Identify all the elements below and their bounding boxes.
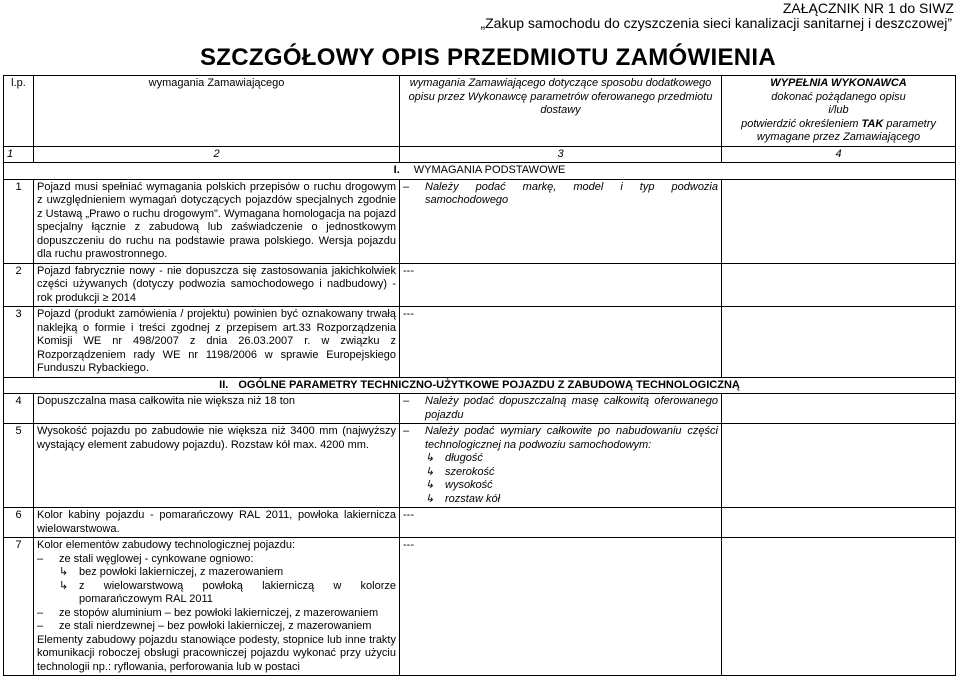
contractor-title: WYPEŁNIA WYKONAWCA	[770, 77, 907, 89]
row-2-contractor[interactable]	[722, 263, 956, 307]
row-3-requirement: Pojazd (produkt zamówienia / projektu) powinien być oznakowany trwałą naklejką o formie i treści zgodnej z przepisem art.33 Rozporządzenia Komisji WE nr 498/2007 z dnia 26.03.2007 r. w związku z Rozporządzeniem rady WE nr 1198/2006 w sprawie Europejskiego Funduszu Rybackiego.	[34, 307, 400, 378]
row-7-requirement	[34, 538, 400, 676]
row-4-method-text: Należy podać dopuszczalną masę całkowitą oferowanego pojazdu	[425, 395, 718, 421]
section-1-row	[4, 163, 956, 180]
contractor-line-b: i/lub	[828, 104, 849, 116]
table-row	[4, 424, 956, 508]
col-num-3: 3	[400, 146, 722, 163]
dash-bullet: –	[403, 180, 410, 193]
row-4-method	[400, 394, 722, 424]
col-requirements-header: wymagania Zamawiającego	[34, 76, 400, 147]
row-6-requirement: Kolor kabiny pojazdu - pomarańczowy RAL 2011, powłoka lakiernicza wielowarstwowa.	[34, 508, 400, 538]
hook-arrow-icon: ↳	[425, 465, 435, 478]
section-2-row	[4, 377, 956, 394]
row-4-num: 4	[4, 394, 34, 424]
contractor-c2: parametry wymagane przez Zamawiającego	[756, 117, 936, 143]
hook-arrow-icon: ↳	[59, 566, 69, 578]
section-2-title: OGÓLNE PARAMETRY TECHNICZNO-UŻYTKOWE POJAZDU Z ZABUDOWĄ TECHNOLOGICZNĄ	[238, 378, 740, 391]
row-6-contractor[interactable]	[722, 508, 956, 538]
list-item	[37, 607, 396, 621]
row-5-method-text: Należy podać wymiary całkowite po nabudowaniu części technologicznej na podwoziu samochodowym:	[425, 425, 718, 451]
col-lp-header: l.p.	[4, 76, 34, 147]
row-7-item-1a: bez powłoki lakierniczej, z mazerowaniem	[79, 566, 284, 578]
row-4-requirement: Dopuszczalna masa całkowita nie większa niż 18 ton	[34, 394, 400, 424]
section-2-roman: II.	[219, 378, 229, 391]
row-1-method-text: Należy podać markę, model i typ podwozia samochodowego	[425, 180, 718, 206]
dash-bullet: –	[37, 552, 44, 565]
row-5-method	[400, 424, 722, 508]
row-1-method	[400, 179, 722, 263]
table-header-row	[4, 76, 956, 147]
col-num-1: 1	[4, 146, 34, 163]
hook-arrow-icon: ↳	[59, 579, 69, 592]
dimension-item	[425, 452, 718, 466]
contractor-line-a: dokonać pożądanego opisu	[771, 90, 906, 103]
table-row	[4, 538, 956, 676]
dimension-length: długość	[445, 452, 483, 464]
table-row	[4, 508, 956, 538]
row-7-item-3: ze stali nierdzewnej – bez powłoki lakierniczej, z mazerowaniem	[59, 620, 372, 632]
col-method-header: wymagania Zamawiającego dotyczące sposobu dodatkowego opisu przez Wykonawcę parametrów oferowanego przedmiotu dostawy	[400, 76, 722, 147]
contractor-line-c	[725, 118, 952, 145]
row-3-contractor[interactable]	[722, 307, 956, 378]
col-num-2: 2	[34, 146, 400, 163]
row-5-requirement: Wysokość pojazdu po zabudowie nie większa niż 3400 mm (najwyższy wystający element zabudowy pojazdu). Rozstaw kół max. 4200 mm.	[34, 424, 400, 508]
row-7-intro: Kolor elementów zabudowy technologicznej pojazdu:	[37, 539, 296, 551]
list-item	[37, 620, 396, 634]
table-row	[4, 394, 956, 424]
dash-bullet: –	[403, 425, 410, 437]
row-1-contractor[interactable]	[722, 179, 956, 263]
table-row	[4, 263, 956, 307]
row-5-num: 5	[4, 424, 34, 508]
table-row	[4, 179, 956, 263]
tak-keyword: TAK	[861, 117, 884, 130]
hook-arrow-icon: ↳	[425, 452, 435, 464]
row-3-num: 3	[4, 307, 34, 378]
list-item	[59, 566, 396, 580]
procurement-subject: „Zakup samochodu do czyszczenia sieci kanalizacji sanitarnej i deszczowej”	[480, 15, 952, 31]
section-1-roman: I.	[393, 164, 400, 176]
dash-bullet: –	[37, 620, 44, 632]
row-6-num: 6	[4, 508, 34, 538]
row-7-method: ---	[400, 538, 722, 676]
section-1-title: WYMAGANIA PODSTAWOWE	[413, 164, 566, 176]
dimension-item	[425, 493, 718, 507]
annex-label: ZAŁĄCZNIK NR 1 do SIWZ	[782, 0, 954, 16]
hook-arrow-icon: ↳	[425, 492, 435, 505]
list-item	[37, 553, 396, 567]
col-contractor-header	[722, 76, 956, 147]
row-5-contractor[interactable]	[722, 424, 956, 508]
dash-bullet: –	[403, 395, 410, 407]
dimension-height: wysokość	[445, 479, 493, 491]
section-2-heading	[4, 377, 956, 394]
dimension-wheelbase: rozstaw kół	[445, 492, 501, 505]
row-3-method: ---	[400, 307, 722, 378]
section-1-heading	[4, 163, 956, 180]
row-7-item-2: ze stopów aluminium – bez powłoki lakierniczej, z mazerowaniem	[59, 606, 379, 619]
specification-table	[3, 75, 956, 676]
row-7-num: 7	[4, 538, 34, 676]
row-6-method: ---	[400, 508, 722, 538]
row-7-item-1: ze stali węglowej - cynkowane ogniowo:	[59, 552, 254, 565]
document-title: SZCZGÓŁOWY OPIS PRZEDMIOTU ZAMÓWIENIA	[200, 44, 776, 71]
row-7-contractor[interactable]	[722, 538, 956, 676]
row-1-requirement: Pojazd musi spełniać wymagania polskich przepisów o ruchu drogowym z uwzględnieniem wymagań dotyczących pojazdów specjalnych zgodnie z Ustawą „Prawo o ruchu drogowym". Wymagana homologacja na pojazd specjalny łącznie z zabudową lub zaświadczenie o jednostkowym dopuszczeniu do ruchu na podstawie prawa polskiego. Wersja pojazdu dla ruchu prawostronnego.	[34, 179, 400, 263]
dimension-item	[425, 479, 718, 493]
dimension-width: szerokość	[445, 465, 495, 478]
row-2-requirement: Pojazd fabrycznie nowy - nie dopuszcza się zastosowania jakichkolwiek części używanych (dotyczy podwozia samochodowego i nadbudowy) - rok produkcji ≥ 2014	[34, 263, 400, 307]
list-item	[59, 580, 396, 607]
hook-arrow-icon: ↳	[425, 479, 435, 491]
dash-bullet: –	[37, 606, 44, 619]
row-4-contractor[interactable]	[722, 394, 956, 424]
col-num-4: 4	[722, 146, 956, 163]
row-2-num: 2	[4, 263, 34, 307]
row-1-num: 1	[4, 179, 34, 263]
contractor-c1: potwierdzić określeniem	[741, 117, 862, 130]
row-2-method: ---	[400, 263, 722, 307]
dimension-item	[425, 466, 718, 480]
column-number-row	[4, 146, 956, 163]
row-7-item-1b: z wielowarstwową powłoką lakierniczą w kolorze pomarańczowym RAL 2011	[79, 579, 396, 605]
table-row	[4, 307, 956, 378]
row-7-outro: Elementy zabudowy pojazdu stanowiące podesty, stopnice lub inne trakty komunikacji roboczej obsługi pracowniczej pojazdu wykonać przy użyciu technologii np.: ryflowania, perforowania lub w postaci	[37, 633, 396, 673]
